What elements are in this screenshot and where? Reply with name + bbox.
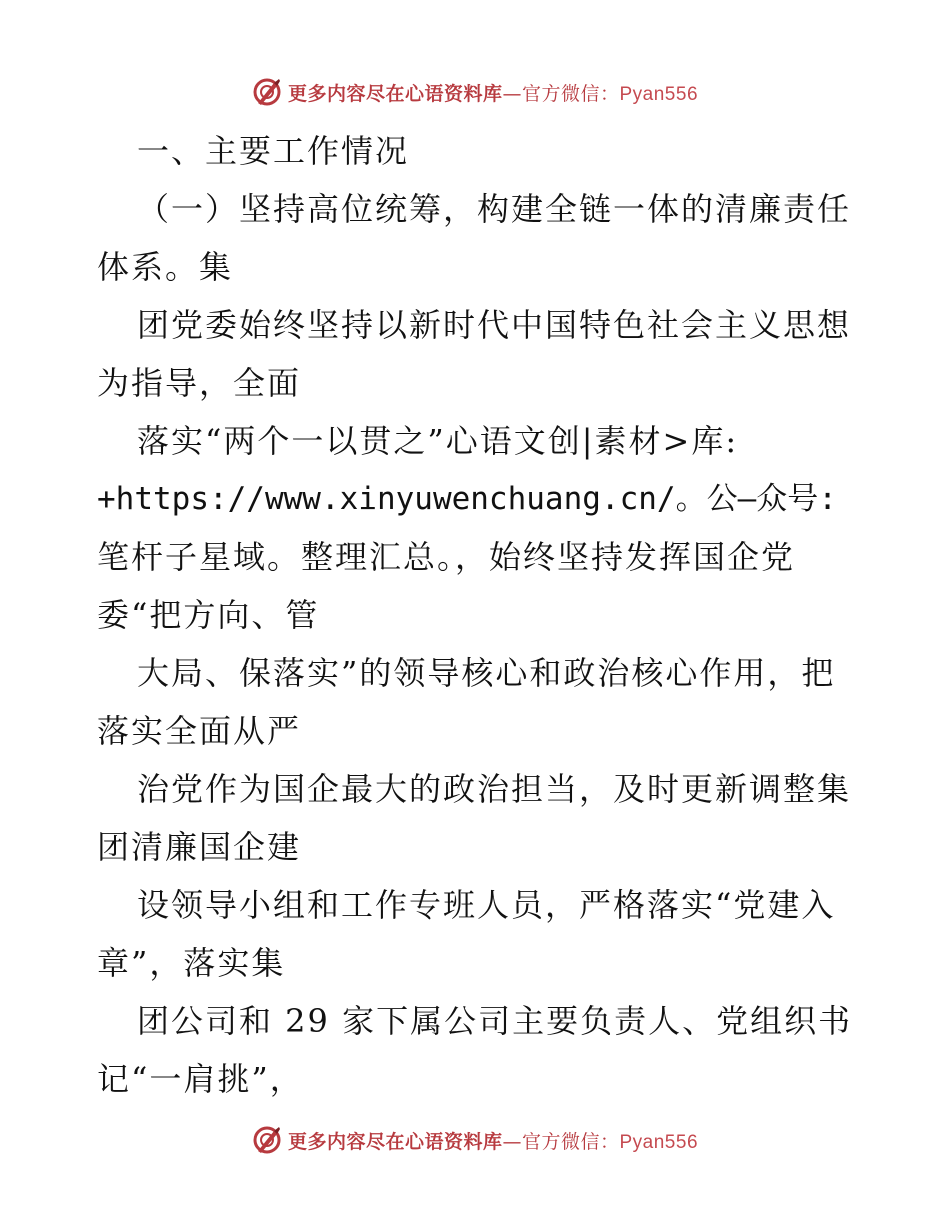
paragraph-line: 治党作为国企最大的政治担当，及时更新调整集	[137, 770, 852, 808]
paragraph-line: 体系。集	[97, 248, 234, 286]
paragraph-line: 大局、保落实”的领导核心和政治核心作用，把	[137, 654, 836, 692]
watermark-site-text: 更多内容尽在心语资料库	[287, 82, 503, 105]
watermark-official-text: 官方微信：	[521, 82, 620, 105]
paragraph-line: 团公司和 29 家下属公司主要负责人、党组织书	[137, 1002, 853, 1040]
pen-logo-icon	[252, 1125, 282, 1155]
paragraph-line: 章”，落实集	[97, 944, 286, 982]
watermark-text	[288, 1127, 698, 1154]
watermark-text	[288, 79, 698, 106]
paragraph-line: 笔杆子星域。整理汇总。，始终坚持发挥国企党	[97, 538, 796, 576]
paragraph-line: 设领导小组和工作专班人员，严格落实“党建入	[137, 886, 836, 924]
watermark-dash: —	[502, 82, 522, 105]
footer-watermark	[0, 1120, 950, 1160]
pen-logo-icon	[252, 77, 282, 107]
paragraph-line: 团清廉国企建	[97, 828, 302, 866]
paragraph-line: 落实全面从严	[97, 712, 302, 750]
paragraph-line: 落实“两个一以贯之”心语文创|素材>库:	[137, 422, 739, 460]
paragraph-line: 为指导，全面	[97, 364, 302, 402]
subsection-heading: （一）坚持高位统筹，构建全链一体的清廉责任	[137, 190, 852, 228]
section-heading: 一、主要工作情况	[137, 132, 410, 170]
watermark-official-text: 官方微信：	[521, 1130, 620, 1153]
watermark-dash: —	[502, 1130, 522, 1153]
header-watermark	[0, 72, 950, 112]
paragraph-line: 委“把方向、管	[97, 596, 320, 634]
watermark-site-text: 更多内容尽在心语资料库	[287, 1130, 503, 1153]
url-line: +https://www.xinyuwenchuang.cn/。公—众号:	[97, 481, 837, 517]
document-body	[97, 122, 857, 1108]
paragraph-line: 团党委始终坚持以新时代中国特色社会主义思想	[137, 306, 852, 344]
watermark-wechat-id: Pyan556	[619, 83, 699, 105]
paragraph-line: 记“一肩挑”，	[97, 1060, 304, 1098]
watermark-wechat-id: Pyan556	[619, 1131, 699, 1153]
